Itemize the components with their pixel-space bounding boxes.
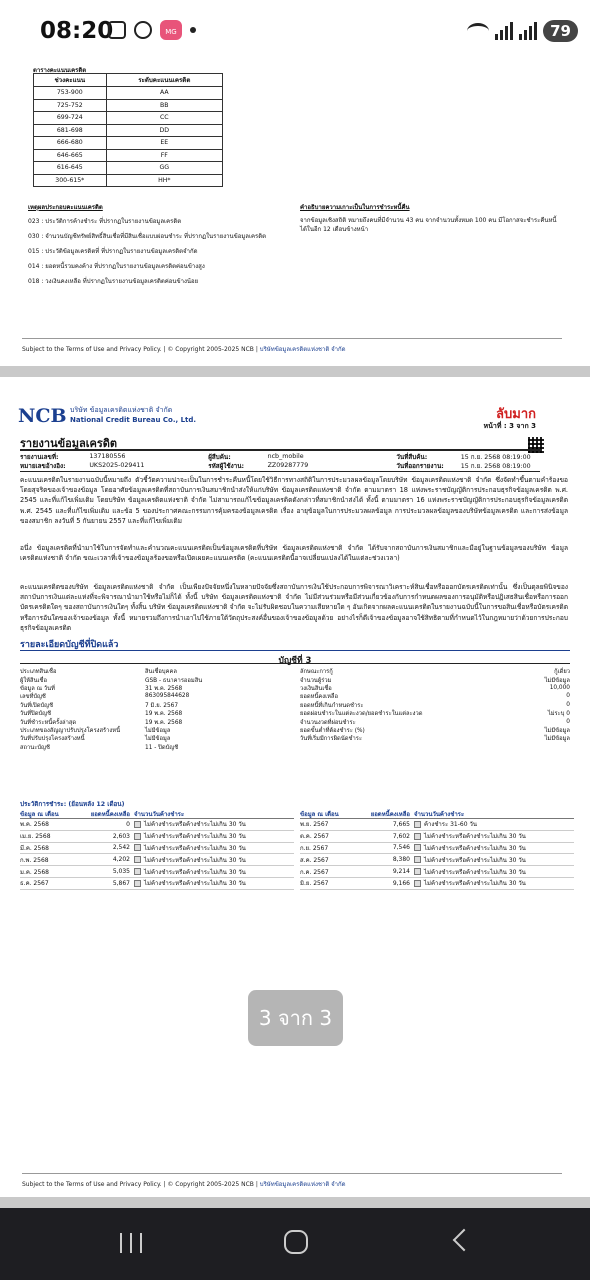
detail-label: วันที่เปิดบัญชี bbox=[20, 702, 54, 709]
reasons-title: เหตุผลประกอบคะแนนเครดิต bbox=[28, 204, 103, 211]
history-row bbox=[300, 831, 574, 843]
account-title: บัญชีที่ 3 bbox=[278, 656, 312, 666]
history-row bbox=[20, 843, 294, 855]
document-page-3 bbox=[0, 377, 590, 1197]
footer bbox=[22, 344, 346, 354]
history-header bbox=[20, 809, 294, 819]
status-box-icon bbox=[414, 821, 421, 828]
table-row bbox=[34, 162, 223, 175]
status-box-icon bbox=[414, 868, 421, 875]
history-table-left bbox=[20, 809, 294, 890]
table-cell: GG bbox=[106, 162, 222, 175]
history-row bbox=[20, 831, 294, 843]
detail-value: 863095844628 bbox=[145, 693, 190, 700]
table-cell: DD bbox=[106, 124, 222, 137]
report-title: รายงานข้อมูลเครดิต bbox=[20, 437, 118, 450]
table-cell: EE bbox=[106, 137, 222, 150]
detail-label: วันที่ปรับปรุงโครงสร้างหนี้ bbox=[20, 736, 85, 743]
history-header bbox=[300, 809, 574, 819]
meta-value: UKS2025-029411 bbox=[89, 462, 145, 469]
reason-item: 018 : วงเงินคงเหลือ ที่ปรากฏในรายงานข้อมูลเครดิตค่อนข้างน้อย bbox=[28, 278, 199, 285]
history-status-text: ไม่ค้างชำระหรือค้างชำระไม่เกิน 30 วัน bbox=[144, 880, 246, 888]
detail-label: ยอดขั้นต่ำที่ต้องชำระ (%) bbox=[300, 727, 365, 734]
history-header-cell: จำนวนวันค้างชำระ bbox=[414, 810, 465, 818]
history-month: ก.พ. 2568 bbox=[20, 856, 49, 864]
history-month: พ.ค. 2568 bbox=[20, 821, 49, 829]
paragraph-2: อนึ่ง ข้อมูลเครดิตที่นำมาใช้ในการจัดทำและคำนวณคะแนนเครดิตเป็นข้อมูลเครดิตที่บริษัท ข้อมูลเครดิตแห่งชาติ จำกัด ได้รับจากสถาบันการเงินสมาชิกและมีอยู่ในฐานข้อมูลของบริษัท ข้อมูลเครดิตแห่งชาติ จำกัด ขณะเวลาที่เจ้าของข้อมูลร้องขอหรือเปิดเผยคะแนนเครดิต (คะแนนเครดิตนี้อาจเปลี่ยนแปลงได้ในแต่ละช่วงเวลา) bbox=[20, 544, 568, 563]
detail-value: GSB - ธนาคารออมสิน bbox=[145, 677, 203, 684]
history-balance: 9,214 bbox=[392, 868, 410, 876]
history-balance: 9,166 bbox=[392, 879, 410, 887]
history-month: ส.ค. 2567 bbox=[300, 856, 329, 864]
footer bbox=[22, 1179, 346, 1189]
signal-icon bbox=[495, 22, 513, 40]
status-box-icon bbox=[414, 856, 421, 863]
system-icons bbox=[467, 20, 578, 42]
meta-row bbox=[20, 461, 540, 470]
history-status-text: ไม่ค้างชำระหรือค้างชำระไม่เกิน 30 วัน bbox=[424, 844, 526, 852]
table-cell: HH* bbox=[106, 174, 222, 187]
section-divider bbox=[20, 650, 570, 651]
detail-value: ไม่มีข้อมูล bbox=[145, 727, 171, 734]
detail-label: จำนวนผู้ร่วม bbox=[300, 677, 332, 684]
table-cell: BB bbox=[106, 99, 222, 112]
table-cell: 616-645 bbox=[34, 162, 107, 175]
detail-value: ไม่มีข้อมูล bbox=[544, 727, 570, 734]
detail-value: 0 bbox=[566, 701, 570, 708]
history-month: พ.ย. 2567 bbox=[300, 821, 329, 829]
history-status bbox=[134, 843, 294, 853]
history-month: ก.ค. 2567 bbox=[300, 868, 329, 876]
status-box-icon bbox=[134, 833, 141, 840]
detail-label: วันที่ปิดบัญชี bbox=[20, 711, 52, 718]
detail-value: ไม่มีข้อมูล bbox=[544, 677, 570, 684]
history-header-cell: ข้อมูล ณ เดือน bbox=[20, 810, 59, 818]
history-row bbox=[300, 843, 574, 855]
detail-value: 31 พ.ค. 2568 bbox=[145, 685, 183, 692]
history-status bbox=[414, 867, 574, 877]
meta-label: รายงานเลขที่: bbox=[20, 453, 59, 461]
table-row bbox=[34, 174, 223, 187]
more-notifications-icon bbox=[190, 27, 196, 33]
reason-item: 015 : ประวัติข้อมูลเครดิตที่ ที่ปรากฏในรายงานข้อมูลเครดิตจำกัด bbox=[28, 248, 198, 255]
recent-apps-button[interactable] bbox=[120, 1233, 142, 1253]
reason-item: 030 : จำนวนบัญชีทรัพย์สิทธิ์สินเชื่อที่มีสินเชื่อแบบผ่อนชำระ ที่ปรากฏในรายงานข้อมูลเครดิต bbox=[28, 233, 267, 240]
detail-value: ไม่มีข้อมูล bbox=[544, 736, 570, 743]
status-bar bbox=[0, 0, 590, 64]
status-box-icon bbox=[134, 844, 141, 851]
history-row bbox=[20, 819, 294, 831]
history-status bbox=[134, 855, 294, 865]
history-status bbox=[134, 819, 294, 829]
history-title: ประวัติการชำระ: (ย้อนหลัง 12 เดือน) bbox=[20, 801, 125, 808]
ncb-logo: NCB bbox=[18, 405, 67, 427]
history-balance: 5,035 bbox=[112, 868, 130, 876]
detail-label: วันที่เริ่มมีการผิดนัดชำระ bbox=[300, 736, 362, 743]
history-status bbox=[414, 831, 574, 841]
explain-title: คำอธิบายความเกาะเป็นในการชำระหนี้คืน bbox=[300, 204, 410, 211]
detail-value: 7 มิ.ย. 2567 bbox=[145, 702, 179, 709]
status-box-icon bbox=[134, 856, 141, 863]
table-row bbox=[34, 149, 223, 162]
meta-value: 15 ก.ย. 2568 08:19:00 bbox=[460, 453, 531, 461]
table-row bbox=[34, 87, 223, 100]
clock: 08:20 bbox=[40, 18, 114, 44]
status-box-icon bbox=[414, 833, 421, 840]
footer-link[interactable]: บริษัทข้อมูลเครดิตแห่งชาติ จำกัด bbox=[259, 346, 346, 353]
detail-label: ผู้ให้สินเชื่อ bbox=[20, 677, 47, 684]
score-table-title: ตารางคะแนนเครดิต bbox=[33, 67, 87, 74]
table-cell: 300-615* bbox=[34, 174, 107, 187]
meta-value: ZZ09287779 bbox=[267, 462, 309, 469]
detail-value: 19 พ.ค. 2568 bbox=[145, 719, 183, 726]
footer-link[interactable]: บริษัทข้อมูลเครดิตแห่งชาติ จำกัด bbox=[259, 1181, 346, 1188]
history-balance: 2,603 bbox=[112, 832, 130, 840]
detail-value: ไม่ระบุ 0 bbox=[547, 711, 570, 718]
score-table bbox=[33, 73, 223, 187]
history-balance: 0 bbox=[126, 820, 130, 828]
detail-value: 0 bbox=[566, 718, 570, 725]
history-status-text: ไม่ค้างชำระหรือค้างชำระไม่เกิน 30 วัน bbox=[424, 868, 526, 876]
document-page-2 bbox=[0, 40, 590, 366]
meta-label: วันที่ออกรายงาน: bbox=[396, 462, 444, 470]
history-month: ก.ย. 2567 bbox=[300, 844, 329, 852]
account-details-left bbox=[20, 667, 245, 751]
account-details-right bbox=[300, 667, 570, 743]
history-row bbox=[300, 878, 574, 890]
detail-label: ยอดหนี้ที่เกินกำหนดชำระ bbox=[300, 702, 364, 709]
reason-item: 023 : ประวัติการค้างชำระ ที่ปรากฏในรายงานข้อมูลเครดิต bbox=[28, 218, 182, 225]
history-balance: 4,202 bbox=[112, 856, 130, 864]
history-header-cell: ยอดหนี้คงเหลือ bbox=[90, 810, 130, 818]
detail-label: สถานะบัญชี bbox=[20, 744, 50, 751]
history-table-right bbox=[300, 809, 574, 890]
page-number: หน้าที่ : 3 จาก 3 bbox=[483, 422, 536, 430]
history-row bbox=[20, 878, 294, 890]
history-status bbox=[134, 878, 294, 888]
detail-value: 19 พ.ค. 2568 bbox=[145, 711, 183, 718]
wifi-icon bbox=[467, 23, 489, 39]
detail-value: 11 - ปิดบัญชี bbox=[145, 744, 179, 751]
detail-label: ข้อมูล ณ วันที่ bbox=[20, 685, 55, 692]
table-header: ระดับคะแนนเครดิต bbox=[106, 74, 222, 87]
detail-label: จำนวนงวดที่ผ่อนชำระ bbox=[300, 719, 356, 726]
meta-label: รหัสผู้ใช้งาน: bbox=[208, 462, 245, 470]
history-status-text: ไม่ค้างชำระหรือค้างชำระไม่เกิน 30 วัน bbox=[144, 821, 246, 829]
history-status-text: ค้างชำระ 31-60 วัน bbox=[424, 821, 477, 829]
account-divider bbox=[20, 663, 570, 664]
table-row bbox=[34, 137, 223, 150]
history-status-text: ไม่ค้างชำระหรือค้างชำระไม่เกิน 30 วัน bbox=[424, 856, 526, 864]
table-cell: 681-698 bbox=[34, 124, 107, 137]
table-cell: 666-680 bbox=[34, 137, 107, 150]
history-row bbox=[300, 866, 574, 878]
battery-indicator: 79 bbox=[543, 20, 578, 42]
navigation-bar bbox=[0, 1208, 590, 1280]
detail-label: ลักษณะการกู้ bbox=[300, 669, 333, 676]
home-button[interactable] bbox=[284, 1230, 308, 1254]
detail-value: สินเชื่อบุคคล bbox=[145, 669, 177, 676]
detail-label: วันที่ชำระหนี้ครั้งล่าสุด bbox=[20, 719, 77, 726]
history-month: ม.ค. 2568 bbox=[20, 868, 49, 876]
table-cell: AA bbox=[106, 87, 222, 100]
table-cell: 753-900 bbox=[34, 87, 107, 100]
history-header-cell: จำนวนวันค้างชำระ bbox=[134, 810, 185, 818]
chat-icon bbox=[134, 21, 152, 39]
history-row bbox=[300, 819, 574, 831]
detail-value: กู้เดี่ยว bbox=[554, 669, 570, 676]
detail-value: 10,000 bbox=[549, 684, 570, 691]
history-month: มี.ค. 2568 bbox=[20, 844, 49, 852]
history-status bbox=[134, 867, 294, 877]
back-button[interactable] bbox=[453, 1229, 476, 1252]
history-row bbox=[300, 854, 574, 866]
company-name-th: บริษัท ข้อมูลเครดิตแห่งชาติ จำกัด bbox=[70, 406, 173, 414]
history-row bbox=[20, 866, 294, 878]
history-status-text: ไม่ค้างชำระหรือค้างชำระไม่เกิน 30 วัน bbox=[424, 880, 526, 888]
table-cell: CC bbox=[106, 112, 222, 125]
history-balance: 2,542 bbox=[112, 844, 130, 852]
history-status bbox=[414, 855, 574, 865]
status-box-icon bbox=[134, 880, 141, 887]
notification-icons bbox=[108, 20, 196, 40]
detail-label: เลขที่บัญชี bbox=[20, 694, 46, 701]
detail-row bbox=[20, 743, 245, 751]
history-balance: 7,546 bbox=[392, 844, 410, 852]
section-title: รายละเอียดบัญชีที่ปิดแล้ว bbox=[20, 640, 119, 650]
reasons-list bbox=[28, 216, 266, 291]
paragraph-1: คะแนนเครดิตในรายงานฉบับนี้หมายถึง ตัวชี้วัดความน่าจะเป็นในการชำระคืนหนี้โดยใช้วิธีการทางสถิติในการประมวลผลข้อมูลโดยบริษัท ข้อมูลเครดิตแห่งชาติ จำกัด ซึ่งจัดทำขึ้นตามคำร้องขอโดยสุจริตของเจ้าของข้อมูล โดยอาศัยข้อมูลเครดิตที่สถาบันการเงินสมาชิกนำส่งให้แก่บริษัท ข้อมูลเครดิตแห่งชาติ จำกัด ตามมาตรา 18 แห่งพระราชบัญญัติการประกอบธุรกิจข้อมูลเครดิต พ.ศ. 2545 และที่แก้ไขเพิ่มเติม โดยบริษัท ข้อมูลเครดิตแห่งชาติ จำกัด ไม่สามารถแก้ไขข้อมูลเครดิตดังกล่าวที่สมาชิกนำส่งได้ ทั้งนี้ ตามมาตรา 16 แห่งพระราชบัญญัติการประกอบธุรกิจข้อมูลเครดิต พ.ศ. 2545 และที่แก้ไขเพิ่มเติม และข้อ 5 ของประกาศคณะกรรมการคุ้มครองข้อมูลเครดิต เรื่อง อายุข้อมูลในการประมวลผลข้อมูล การประมวลผลข้อมูลของบริษัทข้อมูลเครดิต และการส่งข้อมูลของสมาชิก ลงวันที่ 5 กันยายน 2557 และที่แก้ไขเพิ่มเติม bbox=[20, 476, 568, 525]
confidential-label: ลับมาก bbox=[496, 407, 536, 422]
history-month: เม.ย. 2568 bbox=[20, 833, 51, 841]
history-month: มิ.ย. 2567 bbox=[300, 880, 329, 888]
page-indicator: 3 จาก 3 bbox=[248, 990, 343, 1046]
history-header-cell: ข้อมูล ณ เดือน bbox=[300, 810, 339, 818]
company-name-en: National Credit Bureau Co., Ltd. bbox=[70, 416, 197, 424]
meta-value: ncb_mobile bbox=[267, 453, 304, 460]
footer-divider bbox=[22, 1173, 562, 1174]
paragraph-3: คะแนนเครดิตของบริษัท ข้อมูลเครดิตแห่งชาติ จำกัด เป็นเพียงปัจจัยหนึ่งในหลายปัจจัยซึ่งสถาบันการเงินใช้ประกอบการพิจารณาวิเคราะห์สินเชื่อหรือออกบัตรเครดิตเท่านั้น ซึ่งเป็นดุลยพินิจของสถาบันการเงินแต่ละแห่งที่จะพิจารณานำมาใช้หรือไม่ก็ได้ ทั้งนี้ บริษัท ข้อมูลเครดิตแห่งชาติ จำกัด ไม่มีส่วนร่วมหรือมีส่วนเกี่ยวข้องกับการกำหนดผลของการอนุมัติหรือปฏิเสธสินเชื่อหรือการออกบัตรเครดิตใดๆ ของสถาบันการเงินใดๆ ทั้งสิ้น บริษัท ข้อมูลเครดิตแห่งชาติ จำกัด จะไม่รับผิดชอบในความเสียหายใด ๆ อันเกิดจากผลคะแนนเครดิตในรายงานฉบับนี้ในการขอสินเชื่อหรือบัตรเครดิตหรือการอันใดของเจ้าของข้อมูล ทั้งนี้ หมายรวมถึงการนำเอาไปใช้ภายใต้วัตถุประสงค์อื่นของเจ้าของข้อมูลด้วย อย่างไรก็ดีเจ้าของข้อมูลอาจใช้สิทธิตามที่กำหนดไว้ในกฎหมายว่าด้วยการประกอบธุรกิจข้อมูลเครดิต bbox=[20, 583, 568, 632]
footer-text: Subject to the Terms of Use and Privacy Policy. | © Copyright 2005-2025 NCB | bbox=[22, 346, 258, 353]
history-status-text: ไม่ค้างชำระหรือค้างชำระไม่เกิน 30 วัน bbox=[144, 844, 246, 852]
detail-value: ไม่มีข้อมูล bbox=[145, 736, 171, 743]
detail-label: ยอดผ่อนชำระในแต่ละงวด/ยอดชำระในแต่ละงวด bbox=[300, 711, 423, 718]
status-box-icon bbox=[134, 821, 141, 828]
detail-label: ยอดหนี้คงเหลือ bbox=[300, 694, 338, 701]
history-balance: 7,602 bbox=[392, 832, 410, 840]
detail-label: ประเภทของสัญญาปรับปรุงโครงสร้างหนี้ bbox=[20, 727, 121, 734]
history-balance: 7,665 bbox=[392, 820, 410, 828]
history-status-text: ไม่ค้างชำระหรือค้างชำระไม่เกิน 30 วัน bbox=[424, 833, 526, 841]
history-status bbox=[414, 878, 574, 888]
table-header: ช่วงคะแนน bbox=[34, 74, 107, 87]
status-box-icon bbox=[414, 844, 421, 851]
history-month: ต.ค. 2567 bbox=[300, 833, 329, 841]
table-cell: 646-665 bbox=[34, 149, 107, 162]
detail-row bbox=[300, 734, 570, 742]
signal-2-icon bbox=[519, 22, 537, 40]
meta-label: วันที่สืบค้น: bbox=[396, 453, 428, 461]
history-balance: 8,380 bbox=[392, 856, 410, 864]
history-status bbox=[414, 843, 574, 853]
detail-label: วงเงินสินเชื่อ bbox=[300, 685, 332, 692]
detail-label: ประเภทสินเชื่อ bbox=[20, 669, 57, 676]
history-status bbox=[414, 819, 574, 829]
footer-text: Subject to the Terms of Use and Privacy Policy. | © Copyright 2005-2025 NCB | bbox=[22, 1181, 258, 1188]
status-box-icon bbox=[134, 868, 141, 875]
table-cell: 725-752 bbox=[34, 99, 107, 112]
footer-divider bbox=[22, 338, 562, 339]
history-status bbox=[134, 831, 294, 841]
meta-label: หมายเลขอ้างอิง: bbox=[20, 462, 66, 470]
explain-text: จากข้อมูลเชิงสถิติ หมายถึงคนที่มีจำนวน 43 คน จากจำนวนทั้งหมด 100 คน มีโอกาสจะชำระคืนหนี้ได้ในอีก 12 เดือนข้างหน้า bbox=[300, 217, 557, 233]
history-status-text: ไม่ค้างชำระหรือค้างชำระไม่เกิน 30 วัน bbox=[144, 833, 246, 841]
table-cell: FF bbox=[106, 149, 222, 162]
app-notification-icon: MG bbox=[160, 20, 182, 40]
table-row bbox=[34, 99, 223, 112]
detail-value: 0 bbox=[566, 693, 570, 700]
reason-item: 014 : ยอดหนี้รวมคงค้าง ที่ปรากฏในรายงานข้อมูลเครดิตค่อนข้างสูง bbox=[28, 263, 205, 270]
history-status-text: ไม่ค้างชำระหรือค้างชำระไม่เกิน 30 วัน bbox=[144, 856, 246, 864]
meta-value: 137180556 bbox=[89, 453, 126, 460]
meta-value: 15 ก.ย. 2568 08:19:00 bbox=[460, 462, 531, 470]
history-month: ธ.ค. 2567 bbox=[20, 880, 49, 888]
meta-label: ผู้สืบค้น: bbox=[208, 453, 231, 461]
status-box-icon bbox=[414, 880, 421, 887]
table-cell: 699-724 bbox=[34, 112, 107, 125]
history-balance: 5,867 bbox=[112, 879, 130, 887]
screenshot-icon bbox=[108, 21, 126, 39]
report-meta bbox=[20, 449, 540, 472]
history-status-text: ไม่ค้างชำระหรือค้างชำระไม่เกิน 30 วัน bbox=[144, 868, 246, 876]
history-header-cell: ยอดหนี้คงเหลือ bbox=[370, 810, 410, 818]
table-row bbox=[34, 112, 223, 125]
table-row bbox=[34, 124, 223, 137]
history-row bbox=[20, 854, 294, 866]
